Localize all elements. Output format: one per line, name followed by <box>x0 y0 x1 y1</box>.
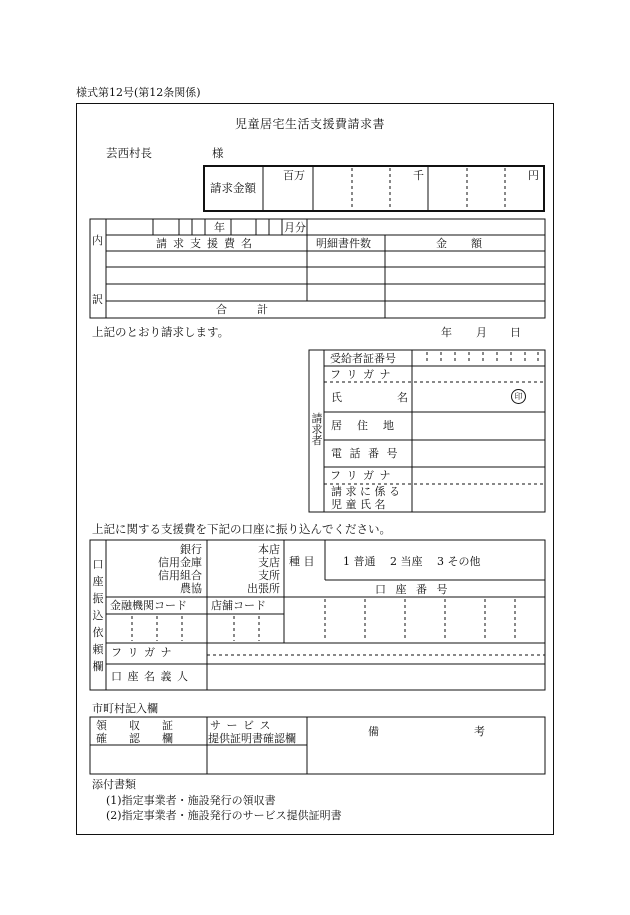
breakdown-side-label-bottom: 訳 <box>92 293 103 306</box>
breakdown-side-label-top: 内 <box>92 234 103 247</box>
child-name-label-1: 請 求 に 係 る <box>331 485 400 498</box>
account-kind-options: 1 普通 2 当座 3 その他 <box>343 555 481 568</box>
form-title: 児童居宅生活支援費請求書 <box>235 117 386 131</box>
claimant-phone-label: 電 話 番 号 <box>331 447 400 460</box>
receipt-check-label-2: 確 認 欄 <box>96 732 173 745</box>
municipal-section-title: 市町村記入欄 <box>92 702 158 715</box>
amount-unit-yen: 円 <box>528 169 539 182</box>
date-year: 年 <box>441 326 452 339</box>
col-detail-count: 明細書件数 <box>316 237 371 250</box>
account-holder-label: 口 座 名 義 人 <box>111 670 189 683</box>
claimant-furigana-label: フ リ ガ ナ <box>330 368 392 381</box>
amount-unit-thousand: 千 <box>413 169 424 182</box>
form-number: 様式第12号(第12条関係) <box>76 86 201 99</box>
claimant-name-label-1: 氏 <box>331 391 342 404</box>
breakdown-year: 年 <box>214 221 225 234</box>
transfer-text: 上記に関する支援費を下記の口座に振り込んでください。 <box>92 522 391 536</box>
child-name-label-2: 児 童 氏 名 <box>331 498 386 511</box>
date-month: 月 <box>476 326 487 339</box>
bank-type-list: 銀行 信用金庫 信用組合 農協 <box>158 543 202 595</box>
attachment-item: (2)指定事業者・施設発行のサービス提供証明書 <box>106 809 342 822</box>
service-cert-label-1: サ ー ビ ス <box>210 719 272 732</box>
claimant-name-label-2: 名 <box>397 391 408 404</box>
date-day: 日 <box>510 326 521 339</box>
amount-unit-million: 百万 <box>283 169 305 182</box>
amount-label: 請求金額 <box>210 181 256 195</box>
account-number-label: 口 座 番 号 <box>375 583 451 596</box>
remarks-label-1: 備 <box>368 725 379 738</box>
holder-furigana-label: フ リ ガ ナ <box>111 646 173 659</box>
institution-code-label: 金融機関コード <box>110 599 187 612</box>
col-support-name: 請求支援費名 <box>156 237 258 250</box>
col-amount: 金額 <box>436 237 506 250</box>
breakdown-month-part: 月分 <box>284 221 306 234</box>
breakdown-total: 合計 <box>216 303 298 316</box>
claimant-side-label: 請 求 者 <box>311 412 323 447</box>
branch-type-list: 本店 支店 支所 出張所 <box>247 543 280 595</box>
attachments-title: 添付書類 <box>92 778 136 791</box>
request-text: 上記のとおり請求します。 <box>92 325 230 339</box>
bank-side-label: 口 座 振 込 依 頼 欄 <box>92 558 104 673</box>
attachment-item: (1)指定事業者・施設発行の領収書 <box>106 794 276 807</box>
recipient-number-label: 受給者証番号 <box>330 352 396 365</box>
child-furigana-label: フ リ ガ ナ <box>330 469 392 482</box>
seal-mark: 印 <box>511 389 526 404</box>
service-cert-label-2: 提供証明書確認欄 <box>208 732 296 745</box>
addressee-suffix: 様 <box>212 146 224 160</box>
receipt-check-label-1: 領 収 証 <box>96 719 173 732</box>
account-kind-label: 種 目 <box>289 555 315 568</box>
claimant-address-label: 居 住 地 <box>331 419 396 432</box>
branch-code-label: 店舗コード <box>211 599 266 612</box>
remarks-label-2: 考 <box>474 725 485 738</box>
addressee-name: 芸西村長 <box>106 146 152 160</box>
